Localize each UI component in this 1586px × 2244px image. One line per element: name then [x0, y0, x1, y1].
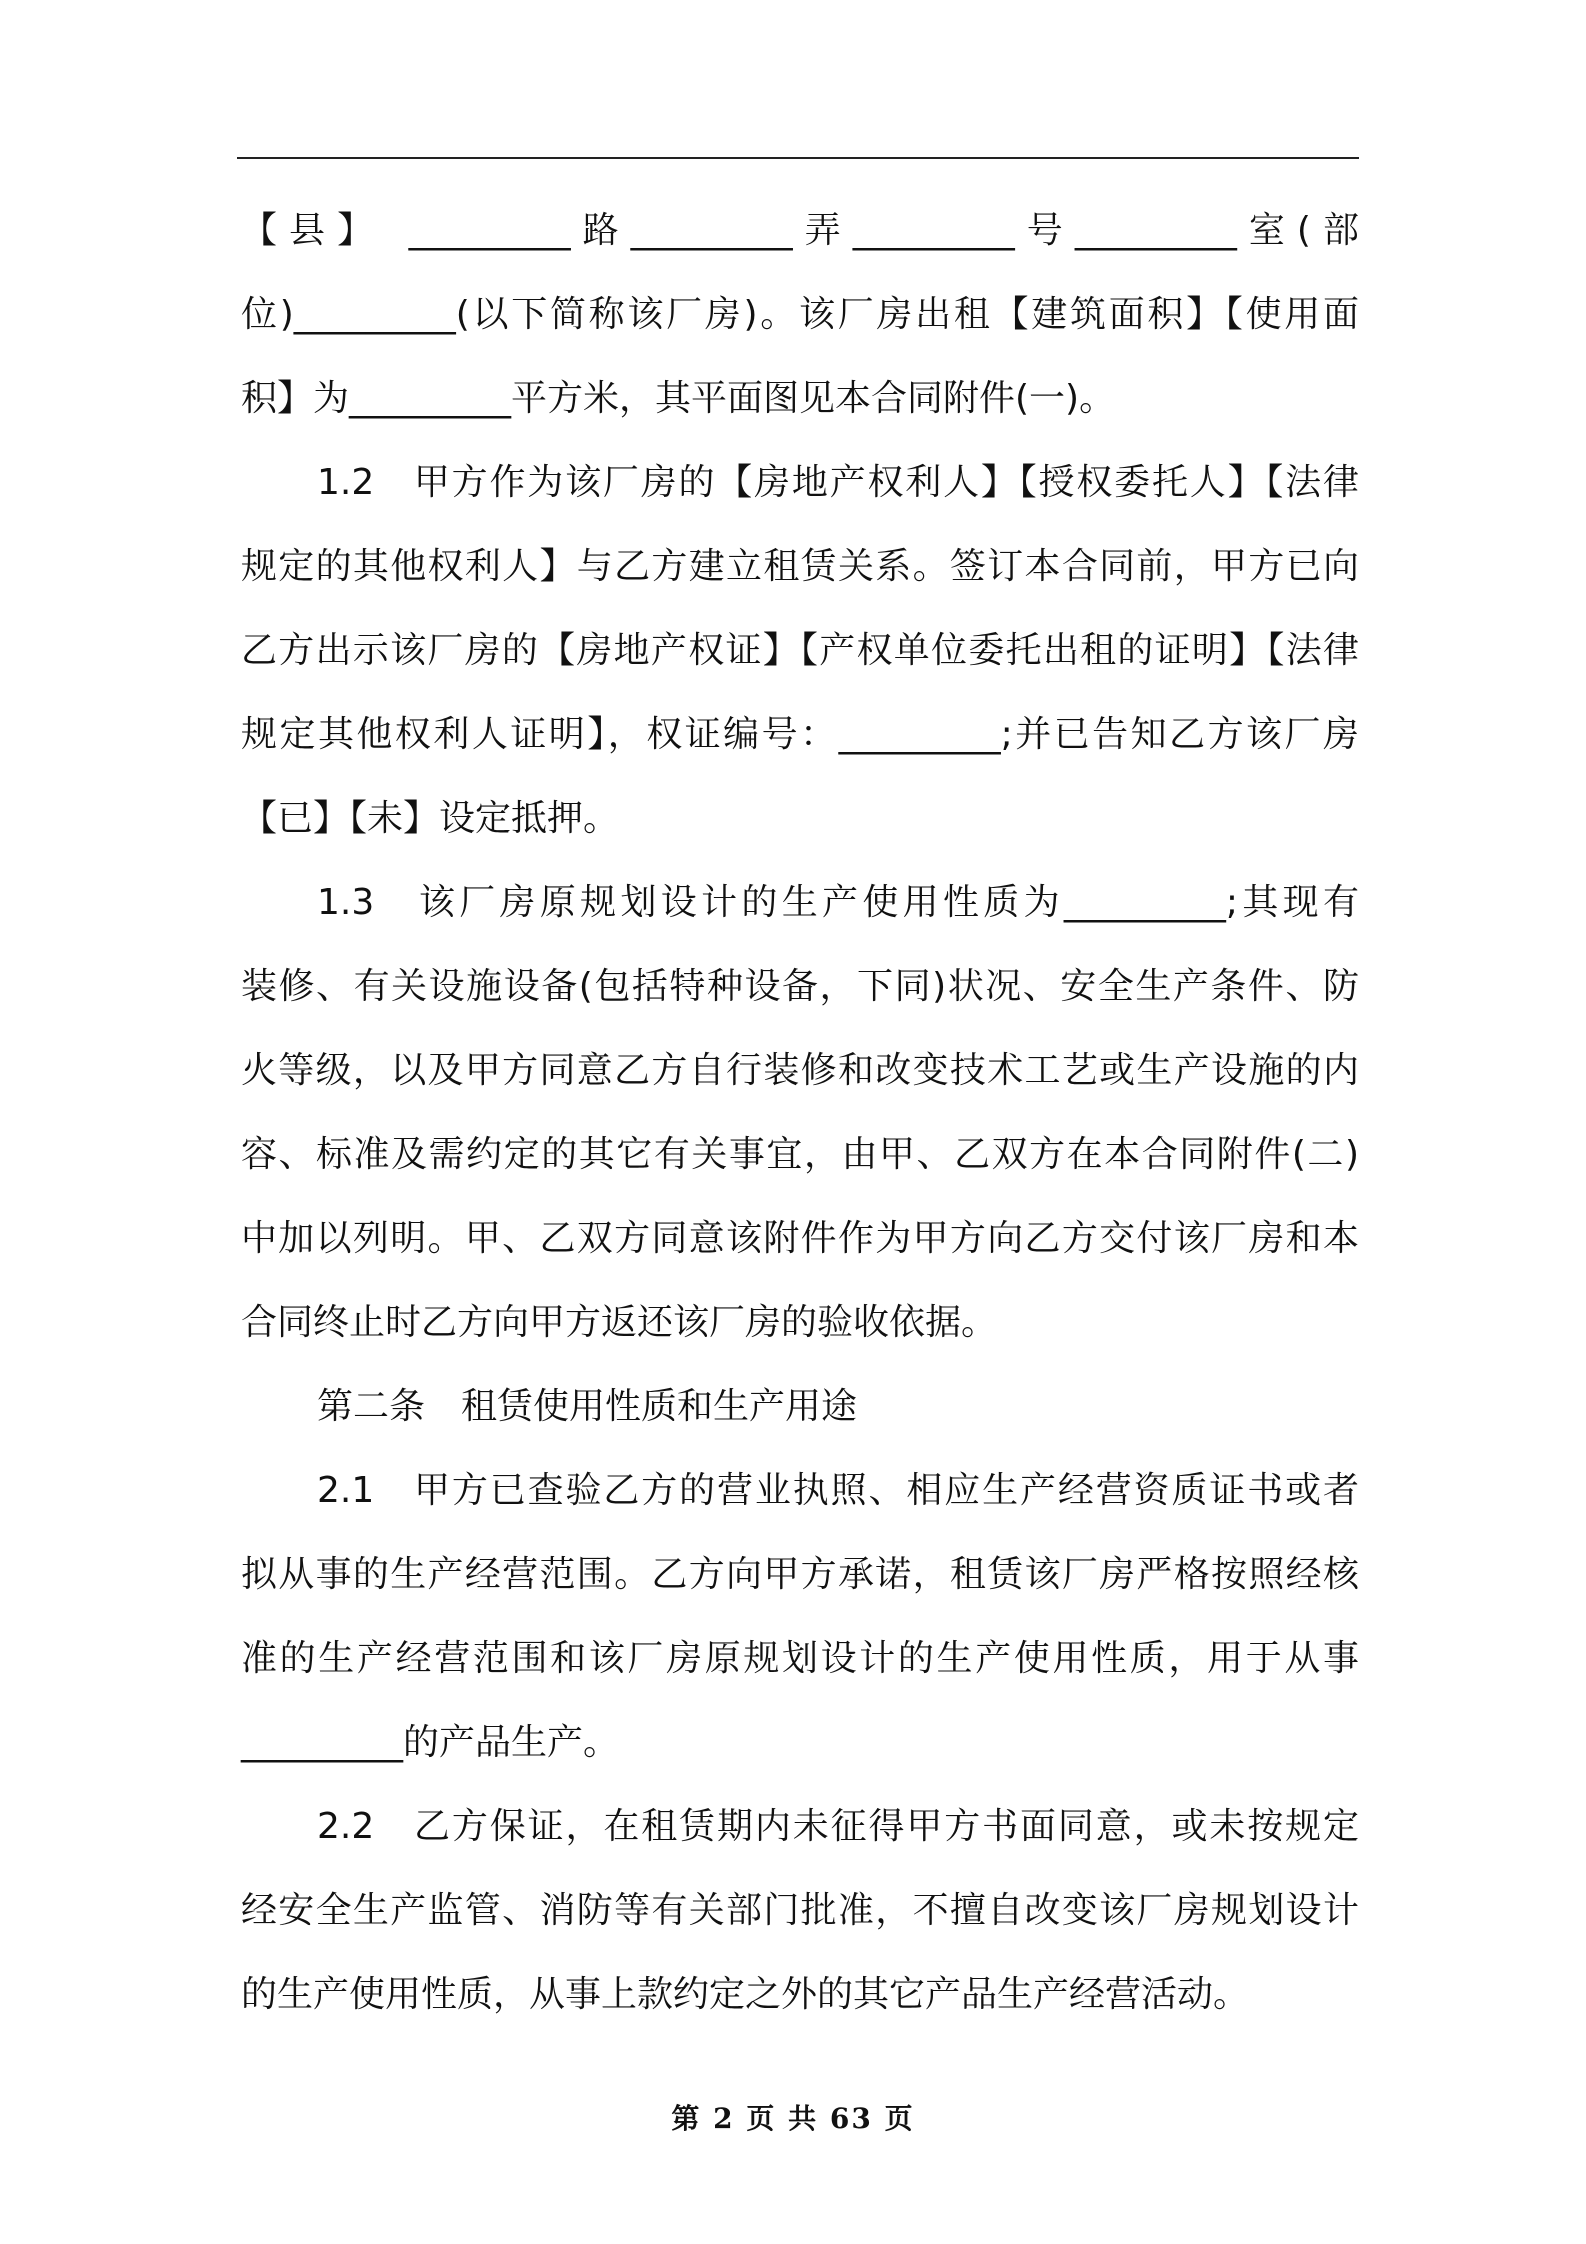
page-number: 第 2 页 共 63 页	[671, 2102, 915, 2135]
header-rule	[237, 157, 1359, 159]
text-line: 拟从事的生产经营范围。乙方向甲方承诺，租赁该厂房严格按照经核	[241, 1554, 1359, 1595]
text-line: 【已】【未】设定抵押。	[241, 798, 620, 839]
text-line: 规定其他权利人证明】，权证编号：_________;并已告知乙方该厂房	[241, 714, 1359, 755]
text-line: 经安全生产监管、消防等有关部门批准，不擅自改变该厂房规划设计	[241, 1890, 1359, 1931]
text-line: _________的产品生产。	[241, 1722, 620, 1763]
text-line: 积】为_________平方米，其平面图见本合同附件(一)。	[241, 378, 1116, 419]
text-line: 2.1 甲方已查验乙方的营业执照、相应生产经营资质证书或者	[317, 1470, 1359, 1511]
text-line: 位)_________(以下简称该厂房)。该厂房出租【建筑面积】【使用面	[241, 294, 1359, 335]
text-line: 中加以列明。甲、乙双方同意该附件作为甲方向乙方交付该厂房和本	[241, 1218, 1359, 1259]
text-line: 1.2 甲方作为该厂房的【房地产权利人】【授权委托人】【法律	[317, 462, 1359, 503]
text-line: 1.3 该厂房原规划设计的生产使用性质为_________;其现有	[317, 882, 1359, 923]
text-line: 装修、有关设施设备(包括特种设备，下同)状况、安全生产条件、防	[241, 966, 1359, 1007]
text-line: 乙方出示该厂房的【房地产权证】【产权单位委托出租的证明】【法律	[241, 630, 1359, 671]
text-line: 规定的其他权利人】与乙方建立租赁关系。签订本合同前，甲方已向	[241, 546, 1359, 587]
text-line: 容、标准及需约定的其它有关事宜，由甲、乙双方在本合同附件(二)	[241, 1134, 1359, 1175]
text-line: 2.2 乙方保证，在租赁期内未征得甲方书面同意，或未按规定	[317, 1806, 1359, 1847]
section-heading: 第二条 租赁使用性质和生产用途	[317, 1386, 858, 1427]
text-line: 【县】 _________路_________弄_________号_________室(部	[241, 210, 1359, 251]
text-line: 的生产使用性质，从事上款约定之外的其它产品生产经营活动。	[241, 1974, 1250, 2015]
text-line: 准的生产经营范围和该厂房原规划设计的生产使用性质，用于从事	[241, 1638, 1359, 1679]
text-line: 合同终止时乙方向甲方返还该厂房的验收依据。	[241, 1302, 998, 1343]
text-line: 火等级，以及甲方同意乙方自行装修和改变技术工艺或生产设施的内	[241, 1050, 1359, 1091]
document-body	[241, 198, 1359, 2046]
